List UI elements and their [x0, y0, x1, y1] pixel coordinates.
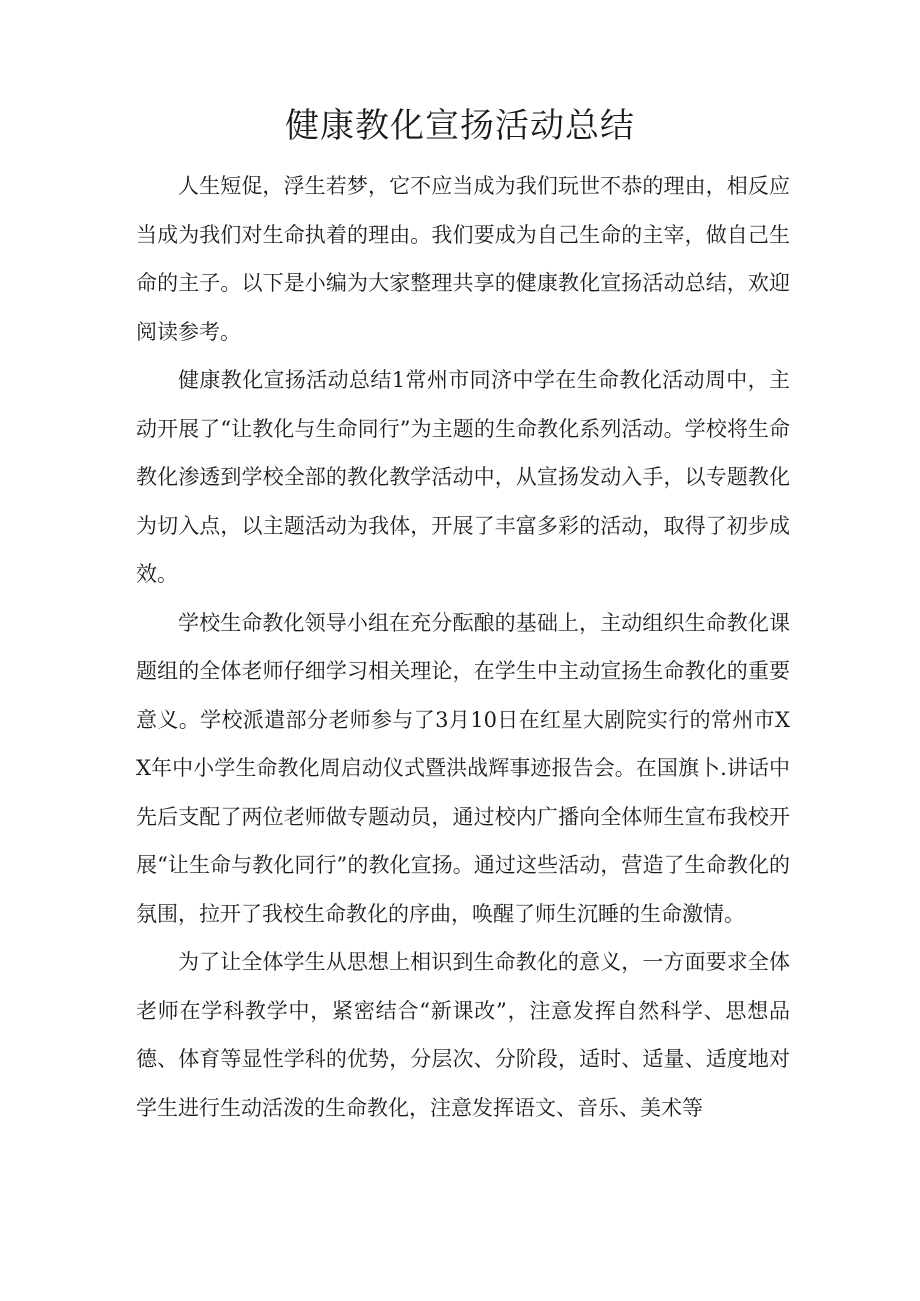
paragraph-leadership: 学校生命教化领导小组在充分酝酿的基础上，主动组织生命教化课题组的全体老师仔细学习相关理论，在学生中主动宣扬生命教化的重要意义。学校派遣部分老师参与了3月10日在红星大剧院实行的常州市XX年中小学生命教化周启动仪式暨洪战辉事迹报告会。在国旗卜.讲话中先后支配了两位老师做专题动员，通过校内广播向全体师生宣布我校开展“让生命与教化同行”的教化宣扬。通过这些活动，营造了生命教化的氛围，拉开了我校生命教化的序曲，唤醒了师生沉睡的生命激情。 [136, 610, 790, 926]
paragraph-teaching: 为了让全体学生从思想上相识到生命教化的意义，一方面要求全体老师在学科教学中，紧密结合“新课改”，注意发挥自然科学、思想品德、体育等显性学科的优势，分层次、分阶段，适时、适量、适度地对学生进行生动活泼的生命教化，注意发挥语文、音乐、美术等 [136, 950, 790, 1120]
paragraph-intro: 人生短促，浮生若梦，它不应当成为我们玩世不恭的理由，相反应当成为我们对生命执着的理由。我们要成为自己生命的主宰，做自己生命的主子。以下是小编为大家整理共享的健康教化宣扬活动总结，欢迎阅读参考。 [136, 174, 790, 344]
document-body [136, 162, 790, 1132]
document-title: 健康教化宣扬活动总结 [285, 106, 635, 146]
paragraph-summary-1: 健康教化宣扬活动总结1常州市同济中学在生命教化活动周中，主动开展了“让教化与生命同行”为主题的生命教化系列活动。学校将生命教化渗透到学校全部的教化教学活动中，从宣扬发动入手，以专题教化为切入点，以主题活动为我体，开展了丰富多彩的活动，取得了初步成效。 [136, 368, 790, 586]
